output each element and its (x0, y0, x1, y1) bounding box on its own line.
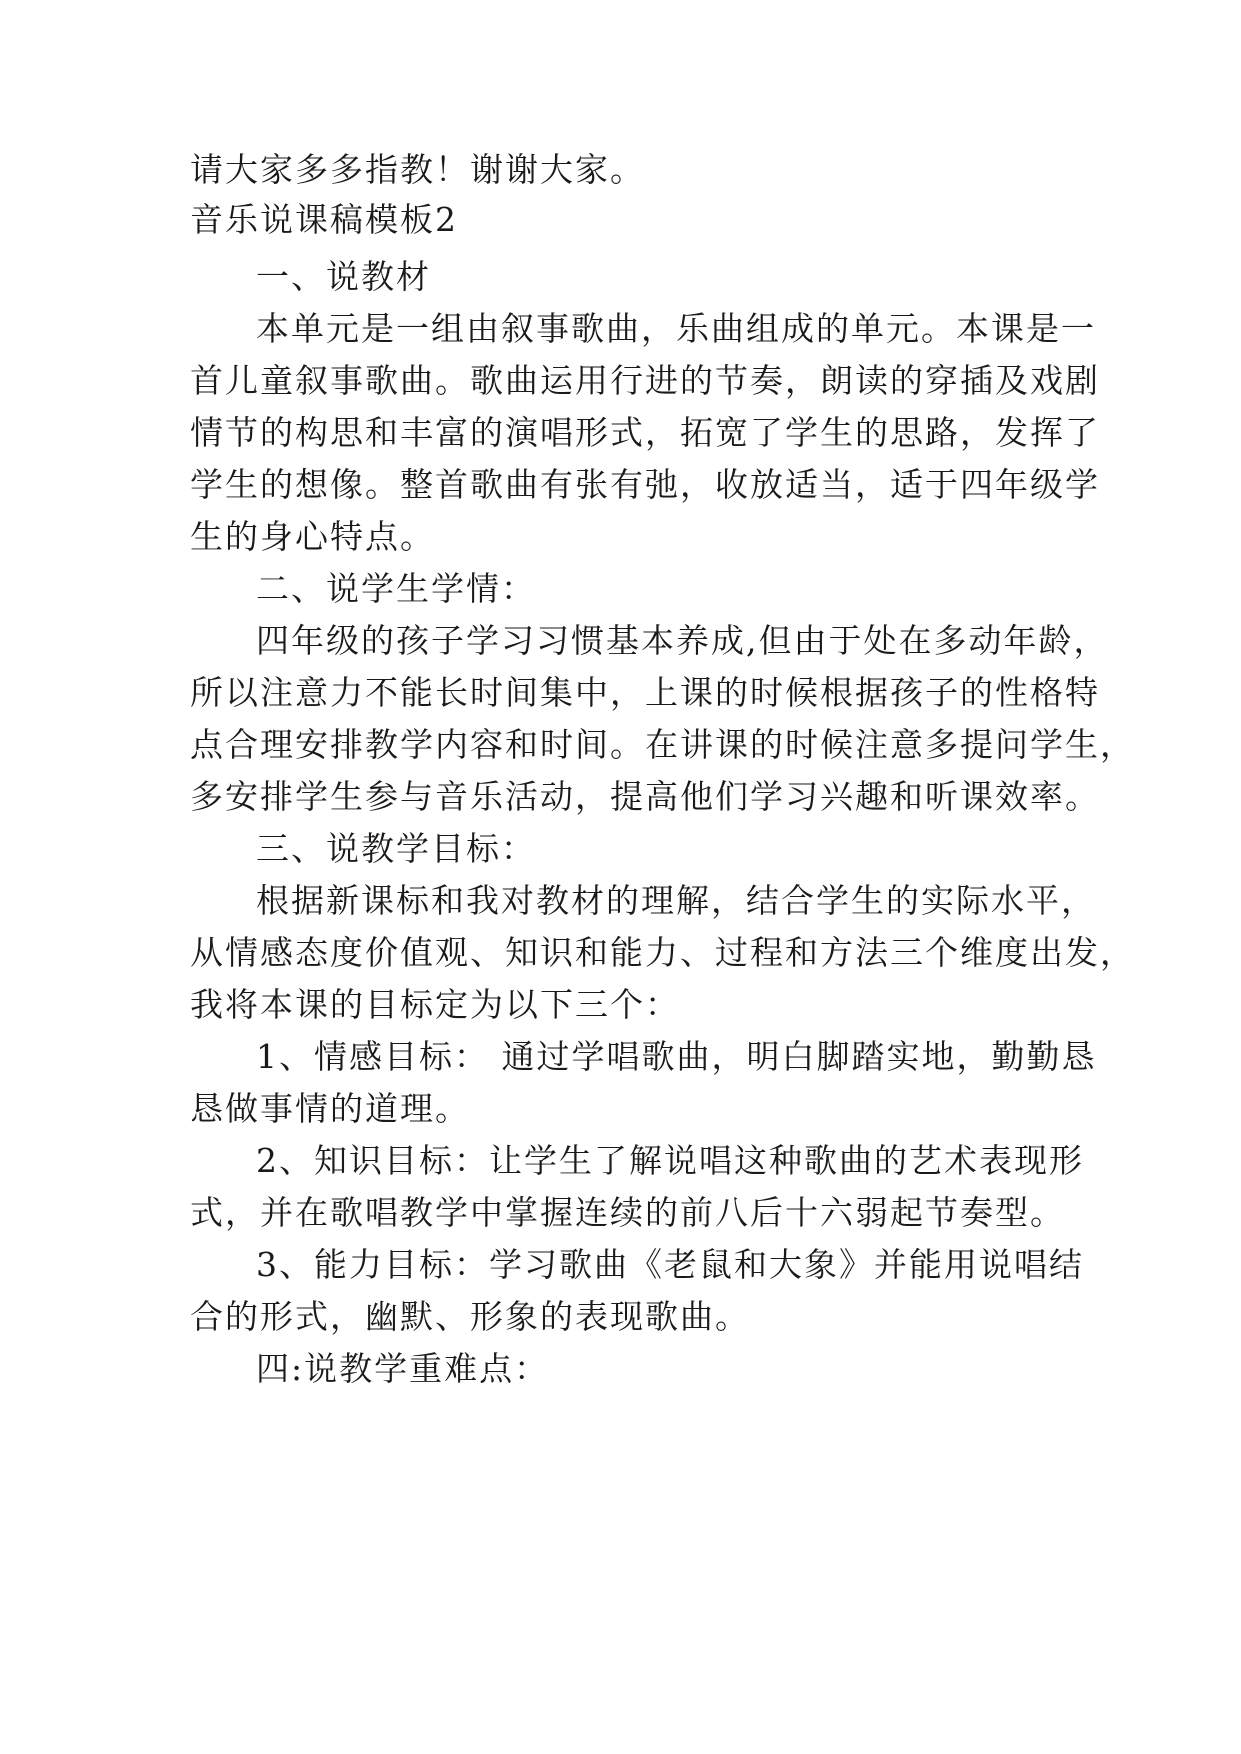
goal-line: 合的形式，幽默、形象的表现歌曲。 (190, 1297, 750, 1336)
goal-line: 恳做事情的道理。 (190, 1089, 470, 1128)
goal-line: 1、情感目标： 通过学唱歌曲，明白脚踏实地，勤勤恳 (256, 1037, 1097, 1076)
section-heading-2: 二、说学生学情： (256, 569, 536, 608)
goal-line: 式，并在歌唱教学中掌握连续的前八后十六弱起节奏型。 (190, 1193, 1065, 1232)
paragraph-line: 四年级的孩子学习习惯基本养成,但由于处在多动年龄， (256, 621, 1109, 660)
paragraph-line: 从情感态度价值观、知识和能力、过程和方法三个维度出发， (190, 933, 1135, 972)
goal-line: 2、知识目标：让学生了解说唱这种歌曲的艺术表现形 (256, 1141, 1084, 1180)
document-title: 音乐说课稿模板2 (190, 200, 458, 239)
section-heading-4: 四:说教学重难点： (256, 1349, 550, 1388)
paragraph-line: 我将本课的目标定为以下三个： (190, 985, 680, 1024)
paragraph-line: 学生的想像。整首歌曲有张有弛，收放适当，适于四年级学 (190, 465, 1100, 504)
paragraph-line: 多安排学生参与音乐活动，提高他们学习兴趣和听课效率。 (190, 777, 1100, 816)
goal-line: 3、能力目标：学习歌曲《老鼠和大象》并能用说唱结 (256, 1245, 1084, 1284)
paragraph-line: 生的身心特点。 (190, 517, 435, 556)
paragraph-line: 根据新课标和我对教材的理解，结合学生的实际水平， (256, 881, 1096, 920)
paragraph-line: 点合理安排教学内容和时间。在讲课的时候注意多提问学生， (190, 725, 1135, 764)
paragraph-line: 所以注意力不能长时间集中，上课的时候根据孩子的性格特 (190, 673, 1100, 712)
paragraph-line: 情节的构思和丰富的演唱形式，拓宽了学生的思路，发挥了 (190, 413, 1100, 452)
paragraph-line: 本单元是一组由叙事歌曲，乐曲组成的单元。本课是一 (256, 309, 1096, 348)
section-heading-1: 一、说教材 (256, 257, 431, 296)
closing-line: 请大家多多指教！谢谢大家。 (190, 150, 645, 189)
paragraph-line: 首儿童叙事歌曲。歌曲运用行进的节奏，朗读的穿插及戏剧 (190, 361, 1100, 400)
section-heading-3: 三、说教学目标： (256, 829, 536, 868)
